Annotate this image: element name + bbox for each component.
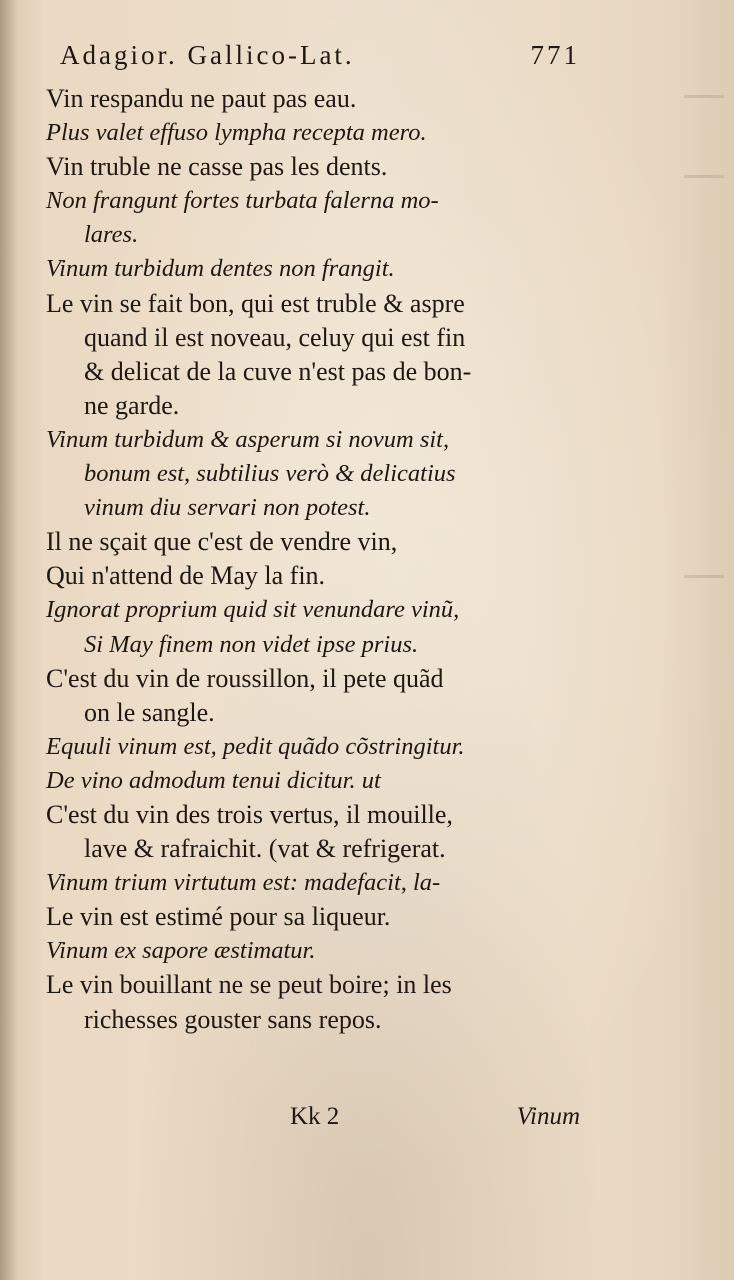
text-line: quand il est noveau, celuy qui est fin <box>84 322 466 352</box>
signature-mark: Kk 2 <box>290 1103 340 1130</box>
text-line: & delicat de la cuve n'est pas de bon- <box>84 356 472 386</box>
text-line: Vin respandu ne paut pas eau. <box>46 84 357 113</box>
page-footer <box>290 1103 580 1143</box>
show-through-mark <box>684 575 724 578</box>
text-line: Le vin est estimé pour sa liqueur. <box>46 902 391 932</box>
text-line: Vinum turbidum & asperum si novum sit, <box>46 425 450 453</box>
page-text <box>46 82 606 1037</box>
text-line: bonum est, subtilius verò & delicatius <box>84 460 456 488</box>
text-line: Ignorat proprium quid sit venundare vinũ, <box>46 596 460 624</box>
text-line: Equuli vinum est, pedit quãdo cõstringitur. <box>46 732 465 760</box>
text-line: Le vin bouillant ne se peut boire; in les <box>46 970 452 1000</box>
text-line: Si May finem non videt ipse prius. <box>84 630 419 658</box>
text-line: Vinum trium virtutum est: madefacit, la- <box>46 869 441 897</box>
text-line: C'est du vin des trois vertus, il mouille, <box>46 799 453 829</box>
text-line: Vin truble ne casse pas les dents. <box>46 152 388 182</box>
text-line: lares. <box>84 221 139 249</box>
text-line: Vinum turbidum dentes non frangit. <box>46 255 395 283</box>
show-through-mark <box>684 175 724 178</box>
text-line: Qui n'attend de May la fin. <box>46 561 326 591</box>
text-line: on le sangle. <box>84 697 215 727</box>
text-line: Vinum ex sapore æstimatur. <box>46 937 316 965</box>
page-number: 771 <box>530 40 580 70</box>
show-through-mark <box>684 95 724 98</box>
text-line: Le vin se fait bon, qui est truble & aspre <box>46 288 465 318</box>
text-line: vinum diu servari non potest. <box>84 494 371 522</box>
text-line: Plus valet effuso lympha recepta mero. <box>46 119 427 147</box>
catchword: Vinum <box>516 1103 580 1130</box>
running-title: Adagior. Gallico-Lat. <box>60 40 355 70</box>
text-line: ne garde. <box>84 390 180 420</box>
running-header <box>60 40 580 84</box>
text-line: lave & rafraichit. (vat & refrigerat. <box>84 834 446 864</box>
text-line: Non frangunt fortes turbata falerna mo- <box>46 187 439 215</box>
gutter-shadow <box>0 0 18 1280</box>
text-line: De vino admodum tenui dicitur. ut <box>46 766 381 794</box>
text-line: C'est du vin de roussillon, il pete quãd <box>46 663 444 693</box>
text-line: richesses gouster sans repos. <box>84 1004 382 1034</box>
text-line: Il ne sçait que c'est de vendre vin, <box>46 527 398 557</box>
